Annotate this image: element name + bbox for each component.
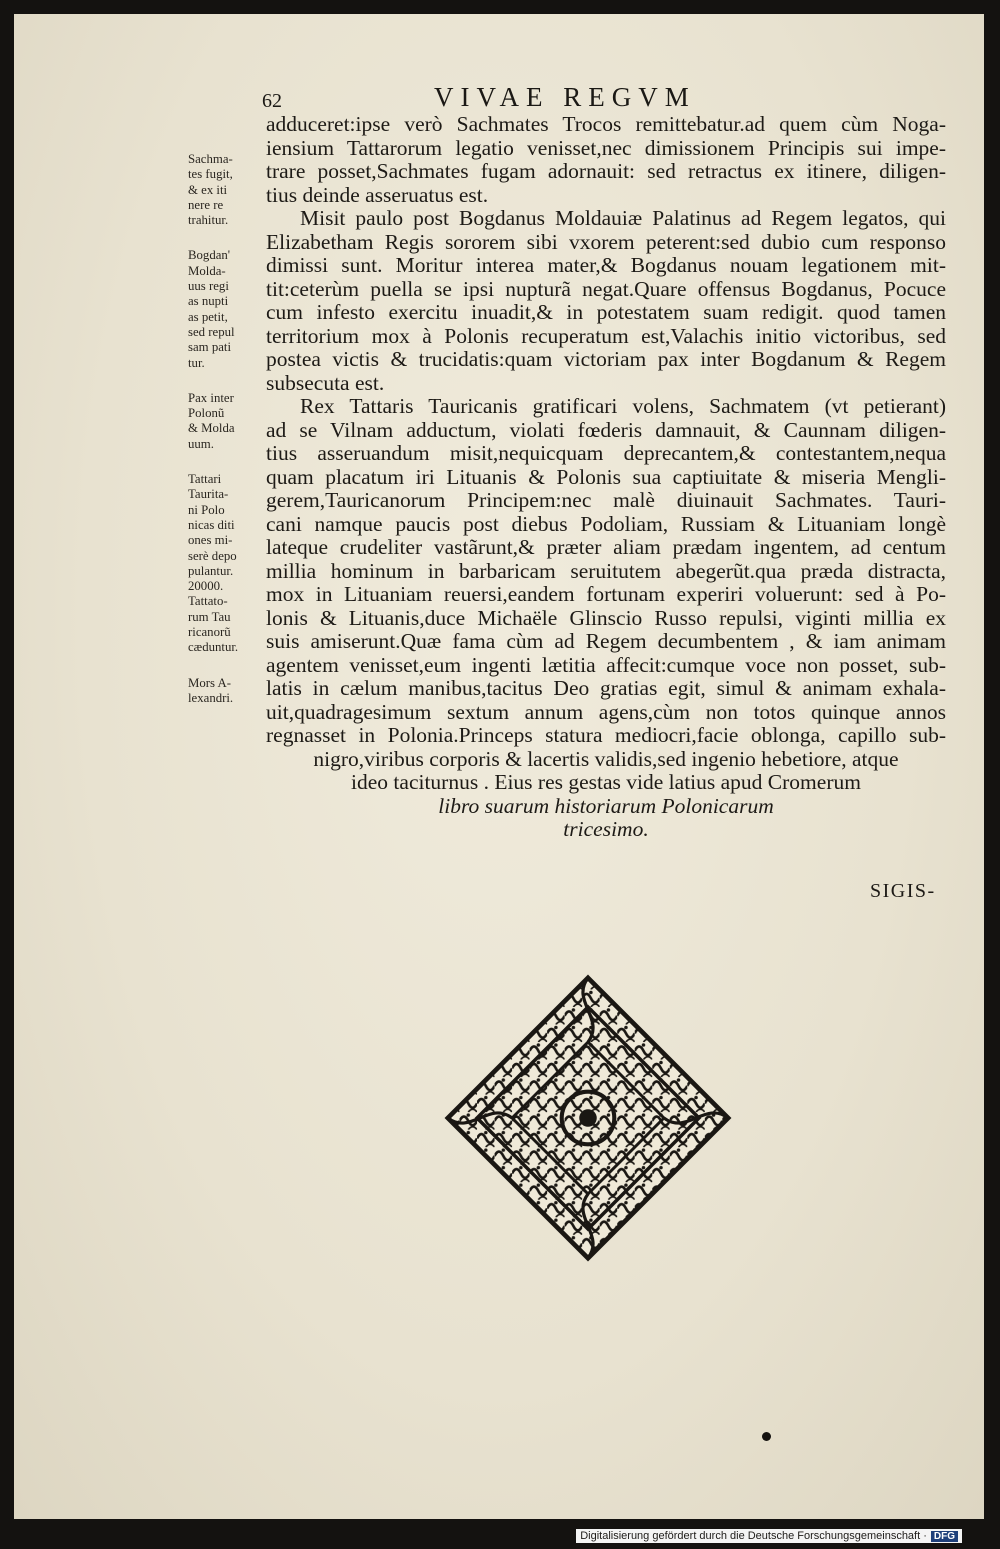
funder-credit: [576, 1529, 962, 1543]
text-line: tius deinde asseruatus est.: [266, 183, 489, 207]
text-line: mox in Lituaniam reuersi,eandem fortunam experiri voluerunt: sed à Po-: [266, 583, 946, 606]
text-line: ideo taciturnus . Eius res gestas vide latius apud Cromerum: [351, 771, 861, 794]
text-line: cani namque paucis post diebus Podoliam, Russiam & Lituaniam longè: [266, 512, 946, 536]
printers-ornament-icon: [442, 972, 734, 1264]
text-line: lateque crudeliter vastãrunt,& præter aliam prædam ingentem, ad centum: [266, 536, 946, 559]
text-line: agentem venisset,eum ingenti lætitia affecit:cumque voce non posset, sub-: [266, 653, 946, 677]
marginal-note-gap: [188, 228, 270, 248]
marginal-note-line: sed repul: [188, 324, 235, 339]
text-line: ad se Vilnam adductum, violati fœderis damnauit, & Caunnam diligen-: [266, 418, 946, 442]
marginal-note-line: ni Polo: [188, 502, 225, 517]
text-line: cum infesto exercitu inuadit,& in potestatem suam redigit. quod tamen: [266, 301, 946, 324]
page-number: 62: [262, 90, 282, 112]
text-line: tricesimo.: [563, 818, 649, 841]
marginal-note-gap: [188, 452, 270, 472]
marginal-note-line: cæduntur.: [188, 640, 239, 655]
marginal-note-line: & Molda: [188, 421, 235, 436]
text-line: quam placatum iri Lituanis & Polonis sua captiuitate & miseria Mengli-: [266, 465, 946, 489]
text-line: millia hominum in barbaricam seruitutem abegerũt.qua præda distracta,: [266, 559, 946, 583]
marginal-note-line: tur.: [188, 355, 205, 370]
marginal-note-line: nicas diti: [188, 517, 235, 532]
marginal-note-line: serè depo: [188, 548, 237, 563]
text-line: Misit paulo post Bogdanus Moldauiæ Palatinus ad Regem legatos, qui: [300, 207, 946, 230]
marginal-note-line: pulantur.: [188, 563, 234, 578]
marginal-note-line: 20000.: [188, 579, 224, 594]
body-text: [266, 113, 946, 842]
marginal-note-gap: [188, 656, 270, 676]
text-line: territorium mox à Polonis recuperatum est,Valachis initio victoribus, sed: [266, 324, 946, 348]
text-line: regnasset in Polonia.Princeps statura mediocri,facie oblonga, capillo sub-: [266, 724, 946, 747]
marginal-note-line: uum.: [188, 436, 214, 451]
text-line: latis in cælum manibus,tacitus Deo gratias egit, simul & animam exhala-: [266, 677, 946, 700]
text-line: trare posset,Sachmates fugam adornauit: sed retractus ex itinere, diligen-: [266, 160, 946, 183]
text-line: uit,quadragesimum sextum annum agens,cùm non totos quinque annos: [266, 700, 946, 724]
marginal-note-line: ones mi-: [188, 533, 233, 548]
text-line: tius asseruandum misit,nequicquam deprecantem,& contestantem,nequa: [266, 442, 946, 465]
marginal-notes: [188, 152, 270, 706]
marginal-note-line: tes fugit,: [188, 167, 233, 182]
catchword: SIGIS-: [870, 880, 936, 902]
dfg-logo: DFG: [931, 1531, 958, 1542]
marginal-note-line: as petit,: [188, 309, 228, 324]
text-line: iensium Tattarorum legatio venisset,nec dimissionem Principis sui impe-: [266, 136, 946, 160]
text-line: dimissi sunt. Moritur interea mater,& Bogdanus nouam legationem mit-: [266, 254, 946, 277]
marginal-note-line: Sachma-: [188, 152, 233, 166]
text-line: postea victis & trucidatis:quam victoriam pax inter Bogdanum & Regem: [266, 348, 946, 371]
marginal-note-gap: [188, 371, 270, 391]
marginal-note-line: trahitur.: [188, 213, 229, 228]
text-line: Elizabetham Regis sororem sibi vxorem peterent:sed dubio cum responso: [266, 230, 946, 254]
marginal-note-line: nere re: [188, 197, 224, 212]
text-line: lonis & Lituanis,duce Michaële Glinscio Russo repulsi, viginti millia ex: [266, 606, 946, 630]
marginal-note-line: Tattari: [188, 472, 222, 487]
marginal-note-line: uus regi: [188, 279, 229, 294]
text-line: suis amiserunt.Quæ fama cùm ad Regem decumbentem , & iam animam: [266, 630, 946, 653]
text-line: adduceret:ipse verò Sachmates Trocos remittebatur.ad quem cùm Noga-: [266, 113, 946, 136]
signature-mark: [762, 1432, 771, 1441]
text-line: nigro,viribus corporis & lacertis validis,sed ingenio hebetiore, atque: [313, 747, 899, 771]
marginal-note-line: Mors A-: [188, 675, 232, 690]
text-line: tit:ceterùm puella se ipsi nupturã negat.Quare offensus Bogdanus, Pocuce: [266, 277, 946, 301]
running-head: VIVAE REGVM: [434, 82, 696, 112]
marginal-note-line: sam pati: [188, 340, 232, 355]
funder-text: Digitalisierung gefördert durch die Deutsche Forschungsgemeinschaft ·: [580, 1530, 927, 1542]
text-line: subsecuta est.: [266, 371, 385, 395]
marginal-note-line: Tattato-: [188, 594, 228, 609]
marginal-note-line: Molda-: [188, 263, 226, 278]
text-line: libro suarum historiarum Polonicarum: [438, 794, 774, 818]
marginal-note-line: Polonũ: [188, 406, 225, 421]
book-page: [14, 14, 984, 1519]
marginal-note-line: lexandri.: [188, 690, 234, 705]
marginal-note-line: as nupti: [188, 294, 229, 309]
marginal-note-line: ricanorũ: [188, 625, 231, 640]
marginal-note-line: Bogdan': [188, 248, 231, 263]
marginal-note-line: Taurita-: [188, 487, 229, 502]
marginal-note-line: rum Tau: [188, 609, 231, 624]
marginal-note-line: & ex iti: [188, 182, 228, 197]
text-line: gerem,Tauricanorum Principem:nec malè diuinauit Sachmates. Tauri-: [266, 489, 946, 512]
marginal-note-line: Pax inter: [188, 390, 234, 405]
text-line: Rex Tattaris Tauricanis gratificari volens, Sachmatem (vt petierant): [300, 395, 946, 418]
